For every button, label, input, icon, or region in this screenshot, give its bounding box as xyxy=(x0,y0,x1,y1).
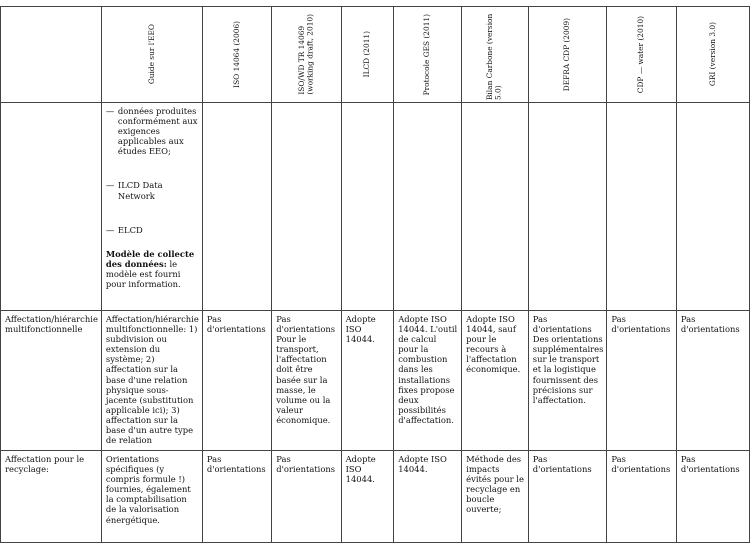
table-cell: Pas d'orientations xyxy=(272,451,341,543)
table-cell xyxy=(202,103,271,311)
table-cell xyxy=(676,103,749,311)
header-cell-iso-14064: ISO 14064 (2006) xyxy=(202,7,271,103)
table-cell xyxy=(462,103,529,311)
table-cell: Pas d'orientations xyxy=(607,451,676,543)
table-cell: Pas d'orientations Pour le transport, l'affectation doit être basée sur la masse, le volume ou la valeur économique. xyxy=(272,311,341,451)
table-cell: Pas d'orientations Des orientations supplémentaires sur le transport et la logistique fournissent des précisions sur l'affectation. xyxy=(528,311,607,451)
header-cell-protocole-ges: Protocole GES (2011) xyxy=(394,7,462,103)
table-cell: Adopte ISO 14044. xyxy=(341,451,394,543)
table-cell: Orientations spécifiques (y compris formule !) fournies, également la comptabilisation de la valorisation énergétique. xyxy=(101,451,202,543)
header-cell-defra-cdp: DEFRA CDP (2009) xyxy=(528,7,607,103)
data-model-note: Modèle de collecte des données: le modèle est fourni pour information. xyxy=(105,248,195,290)
row-label: Affectation/hiérarchie multifonctionnelle xyxy=(1,311,102,451)
table-cell: Pas d'orientations xyxy=(676,451,749,543)
table-cell: Adopte ISO 14044, sauf pour le recours à l'affectation économique. xyxy=(462,311,529,451)
table-cell: Méthode des impacts évités pour le recyclage en boucle ouverte; xyxy=(462,451,529,543)
table-cell xyxy=(528,103,607,311)
header-row xyxy=(1,7,750,103)
table-cell xyxy=(101,103,202,311)
header-cell-bilan-carbone: Bilan Carbone (version 5.0) xyxy=(462,7,529,103)
list-item: — données produites conformément aux exigences applicables aux études EEO; xyxy=(105,106,198,157)
header-cell-cdp-water: CDP — water (2010) xyxy=(607,7,676,103)
table-cell: Pas d'orientations xyxy=(202,451,271,543)
header-cell-ilcd: ILCD (2011) xyxy=(341,7,394,103)
table-row xyxy=(1,311,750,451)
table-row xyxy=(1,451,750,543)
table-cell: Pas d'orientations xyxy=(676,311,749,451)
header-cell-empty xyxy=(1,7,102,103)
table-cell xyxy=(607,103,676,311)
table-cell: Pas d'orientations xyxy=(202,311,271,451)
table-cell xyxy=(272,103,341,311)
list-item: — ELCD xyxy=(105,224,143,235)
table-cell xyxy=(394,103,462,311)
table-cell xyxy=(341,103,394,311)
comparison-table xyxy=(0,6,750,543)
header-cell-gri: GRI (version 3.0) xyxy=(676,7,749,103)
table-cell: Pas d'orientations xyxy=(528,451,607,543)
table-cell: Affectation/hiérarchie multifonctionnelle: 1) subdivision ou extension du système; 2) affectation sur la base d'une relation physique sous-jacente (substitution applicable ici); 3) affectation sur la base d'un autre type de relation xyxy=(101,311,202,451)
table-cell: Pas d'orientations xyxy=(607,311,676,451)
row-label: Affectation pour le recyclage: xyxy=(1,451,102,543)
table-cell xyxy=(1,103,102,311)
list-item: — ILCD Data Network xyxy=(105,180,163,201)
table-cell: Adopte ISO 14044. L'outil de calcul pour la combustion dans les installations fixes propose deux possibilités d'affectation. xyxy=(394,311,462,451)
table-cell: Adopte ISO 14044. xyxy=(394,451,462,543)
continuation-row xyxy=(1,103,750,311)
header-cell-iso-14069: ISO/WD TR 14069 (working draft, 2010) xyxy=(272,7,341,103)
table-cell: Adopte ISO 14044. xyxy=(341,311,394,451)
header-cell-guide-eeo: Guide sur l'EEO xyxy=(101,7,202,103)
